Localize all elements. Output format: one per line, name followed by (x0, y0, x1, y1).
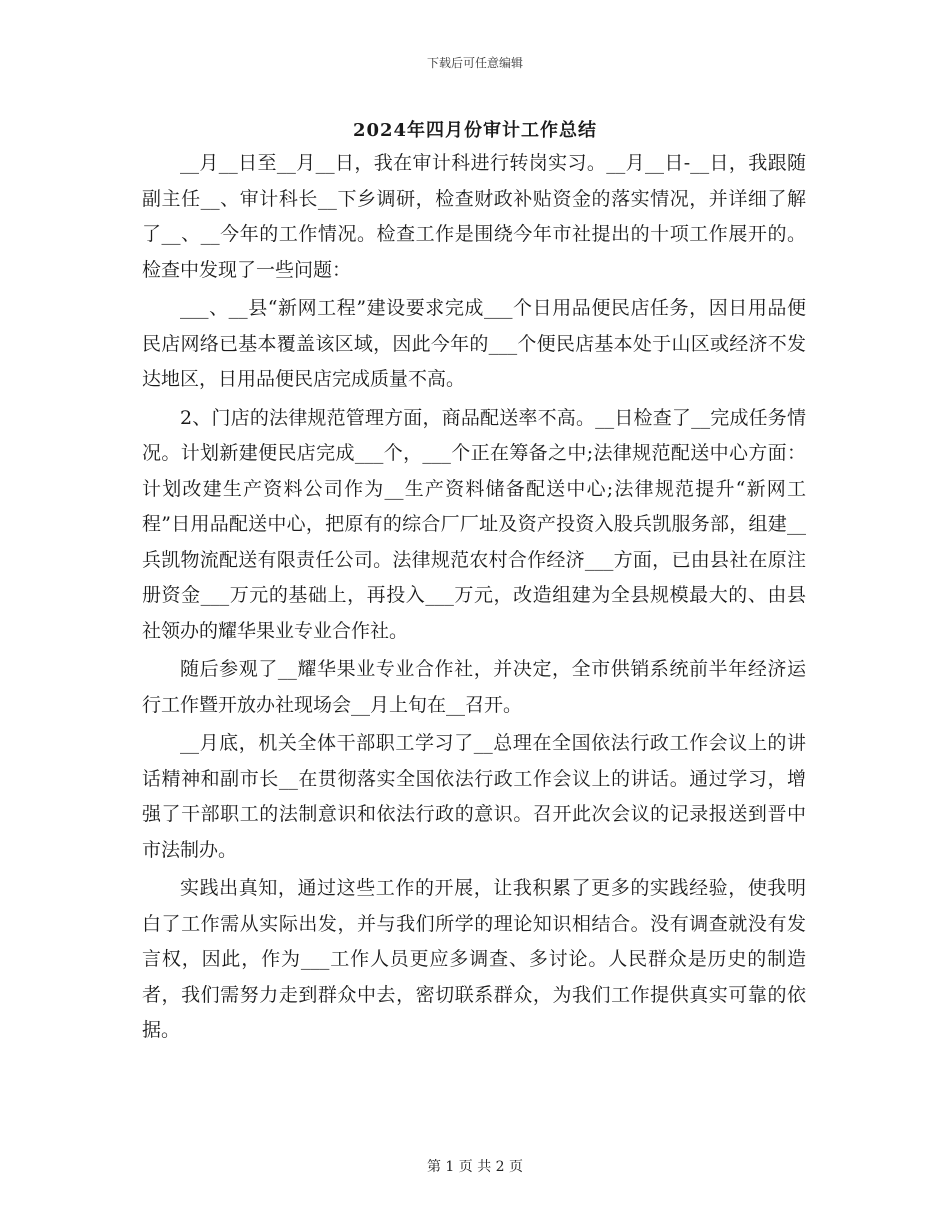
page-footer: 第 1 页 共 2 页 (426, 1159, 524, 1175)
paragraph-issue-1: ___、__县“新网工程”建设要求完成___个日用品便民店任务，因日用品便民店网络已基本覆盖该区域，因此今年的___个便民店基本处于山区或经济不发达地区，日用品便民店完成质量不高。 (142, 297, 806, 390)
document-title: 2024年四月份审计工作总结 (352, 120, 598, 141)
paragraph-issue-2: 2、门店的法律规范管理方面，商品配送率不高。__日检查了__完成任务情况。计划新建便民店完成___个，___个正在筹备之中;法律规范配送中心方面：计划改建生产资料公司作为__生产资料储备配送中心;法律规范提升“新网工程”日用品配送中心，把原有的综合厂厂址及资产投资入股兵凯服务部，组建__兵凯物流配送有限责任公司。法律规范农村合作经济___方面，已由县社在原注册资金___万元的基础上，再投入___万元，改造组建为全县规模最大的、由县社领办的耀华果业专业合作社。 (142, 406, 806, 642)
paragraph-visit: 随后参观了__耀华果业专业合作社，并决定，全市供销系统前半年经济运行工作暨开放办社现场会__月上旬在__召开。 (142, 658, 806, 716)
paragraph-conclusion: 实践出真知，通过这些工作的开展，让我积累了更多的实践经验，使我明白了工作需从实际出发，并与我们所学的理论知识相结合。没有调查就没有发言权，因此，作为___工作人员更应多调查、多讨论。人民群众是历史的制造者，我们需努力走到群众中去，密切联系群众，为我们工作提供真实可靠的依据。 (142, 877, 806, 1041)
paragraph-intro: __月__日至__月__日，我在审计科进行转岗实习。__月__日-__日，我跟随副主任__、审计科长__下乡调研，检查财政补贴资金的落实情况，并详细了解了__、__今年的工作情况。检查工作是围绕今年市社提出的十项工作展开的。检查中发现了一些问题： (142, 152, 806, 281)
document-body (142, 146, 806, 1052)
paragraph-study: __月底，机关全体干部职工学习了__总理在全国依法行政工作会议上的讲话精神和副市长__在贯彻落实全国依法行政工作会议上的讲话。通过学习，增强了干部职工的法制意识和依法行政的意识。召开此次会议的记录报送到晋中市法制办。 (142, 732, 806, 861)
page-header: 下载后可任意编辑 (426, 56, 523, 70)
